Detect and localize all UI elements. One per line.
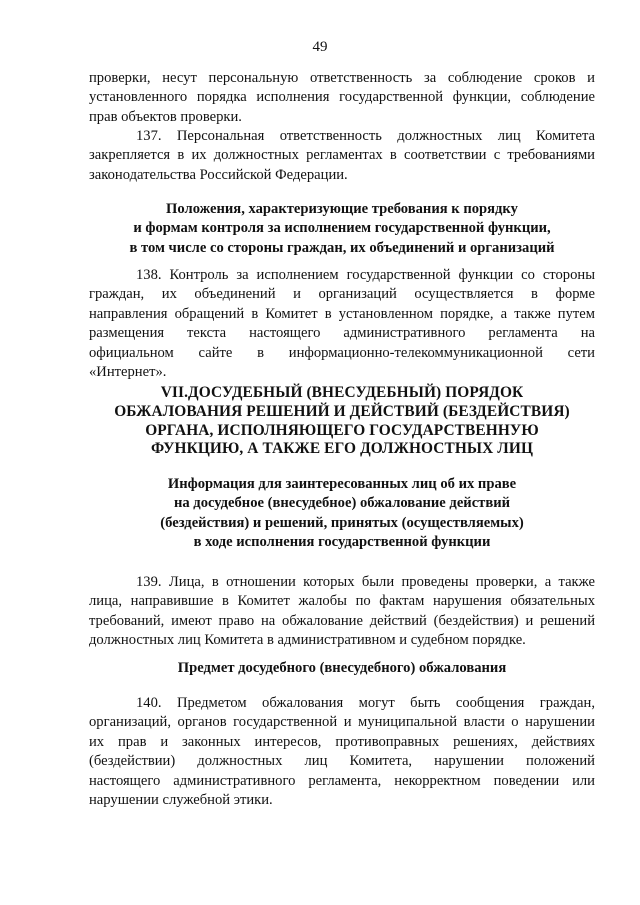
heading-line: в том числе со стороны граждан, их объединений и организаций <box>129 239 555 256</box>
text-line: прав объектов проверки. <box>89 108 242 125</box>
text-line: 139. Лица, в отношении которых были проведены проверки, а также <box>136 574 595 590</box>
heading-line: Предмет досудебного (внесудебного) обжалования <box>177 660 507 676</box>
text-line: 137. Персональная ответственность должностных лиц Комитета <box>136 128 595 144</box>
text-line: законодательства Российской Федерации. <box>89 166 348 183</box>
heading-line: Информация для заинтересованных лиц об их праве <box>167 476 517 492</box>
heading-line: ОБЖАЛОВАНИЯ РЕШЕНИЙ И ДЕЙСТВИЙ (БЕЗДЕЙСТВИЯ) <box>114 402 570 420</box>
text-line: лица, направившие в Комитет жалобы по фактам нарушения обязательных <box>89 593 595 610</box>
text-line: организаций, органов государственной и муниципальной власти о нарушении <box>89 714 595 731</box>
page-number: 49 <box>312 39 328 55</box>
heading-line: ОРГАНА, ИСПОЛНЯЮЩЕГО ГОСУДАРСТВЕННУЮ <box>145 421 539 439</box>
heading-line: Положения, характеризующие требования к порядку <box>166 201 518 217</box>
text-line: 140. Предметом обжалования могут быть сообщения граждан, <box>136 695 595 711</box>
heading-line: ФУНКЦИЮ, А ТАКЖЕ ЕГО ДОЛЖНОСТНЫХ ЛИЦ <box>150 440 534 458</box>
text-line: 138. Контроль за исполнением государственной функции со стороны <box>136 267 595 283</box>
heading-line: (бездействия) и решений, принятых (осуществляемых) <box>160 514 524 531</box>
paragraph-139 <box>89 573 595 651</box>
text-line: установленного порядка исполнения государственной функции, соблюдение <box>89 89 595 106</box>
text-line: направления обращений в Комитет в установленном порядке, а также путем <box>89 305 595 322</box>
heading-control-provisions <box>89 200 595 258</box>
text-line: нарушении служебной этики. <box>89 792 273 809</box>
text-line: требований, имеют право на обжалование действий (бездействия) и решений <box>89 612 595 629</box>
heading-information-rights <box>89 475 595 553</box>
text-line: закрепляется в их должностных регламентах в соответствии с требованиями <box>89 147 595 164</box>
text-line: настоящего административного регламента, некорректном поведении или <box>89 772 595 789</box>
heading-line: и формам контроля за исполнением государственной функции, <box>133 220 551 237</box>
text-line: должностных лиц Комитета в административном и судебном порядке. <box>89 632 526 649</box>
heading-line: VII.ДОСУДЕБНЫЙ (ВНЕСУДЕБНЫЙ) ПОРЯДОК <box>160 384 524 401</box>
text-line: проверки, несут персональную ответственность за соблюдение сроков и <box>89 70 595 86</box>
text-line: граждан, их объединений и организаций осуществляется в форме <box>89 286 595 303</box>
text-line: размещения текста настоящего административного регламента на <box>89 325 595 342</box>
text-line: официальном сайте в информационно-телекоммуникационной сети <box>89 344 595 361</box>
text-line: (бездействии) должностных лиц Комитета, нарушении положений <box>89 753 595 770</box>
paragraph-138 <box>89 266 595 382</box>
paragraph-137 <box>89 127 595 185</box>
heading-line: на досудебное (внесудебное) обжалование действий <box>173 495 511 512</box>
heading-line: в ходе исполнения государственной функции <box>193 534 491 551</box>
paragraph-continuation <box>89 69 595 127</box>
paragraph-140 <box>89 694 595 810</box>
heading-section-7 <box>89 384 595 459</box>
text-line: «Интернет». <box>89 364 167 381</box>
heading-subject-of-appeal <box>89 659 595 678</box>
text-line: их прав и законных интересов, противоправных решениях, действиях <box>89 733 595 750</box>
